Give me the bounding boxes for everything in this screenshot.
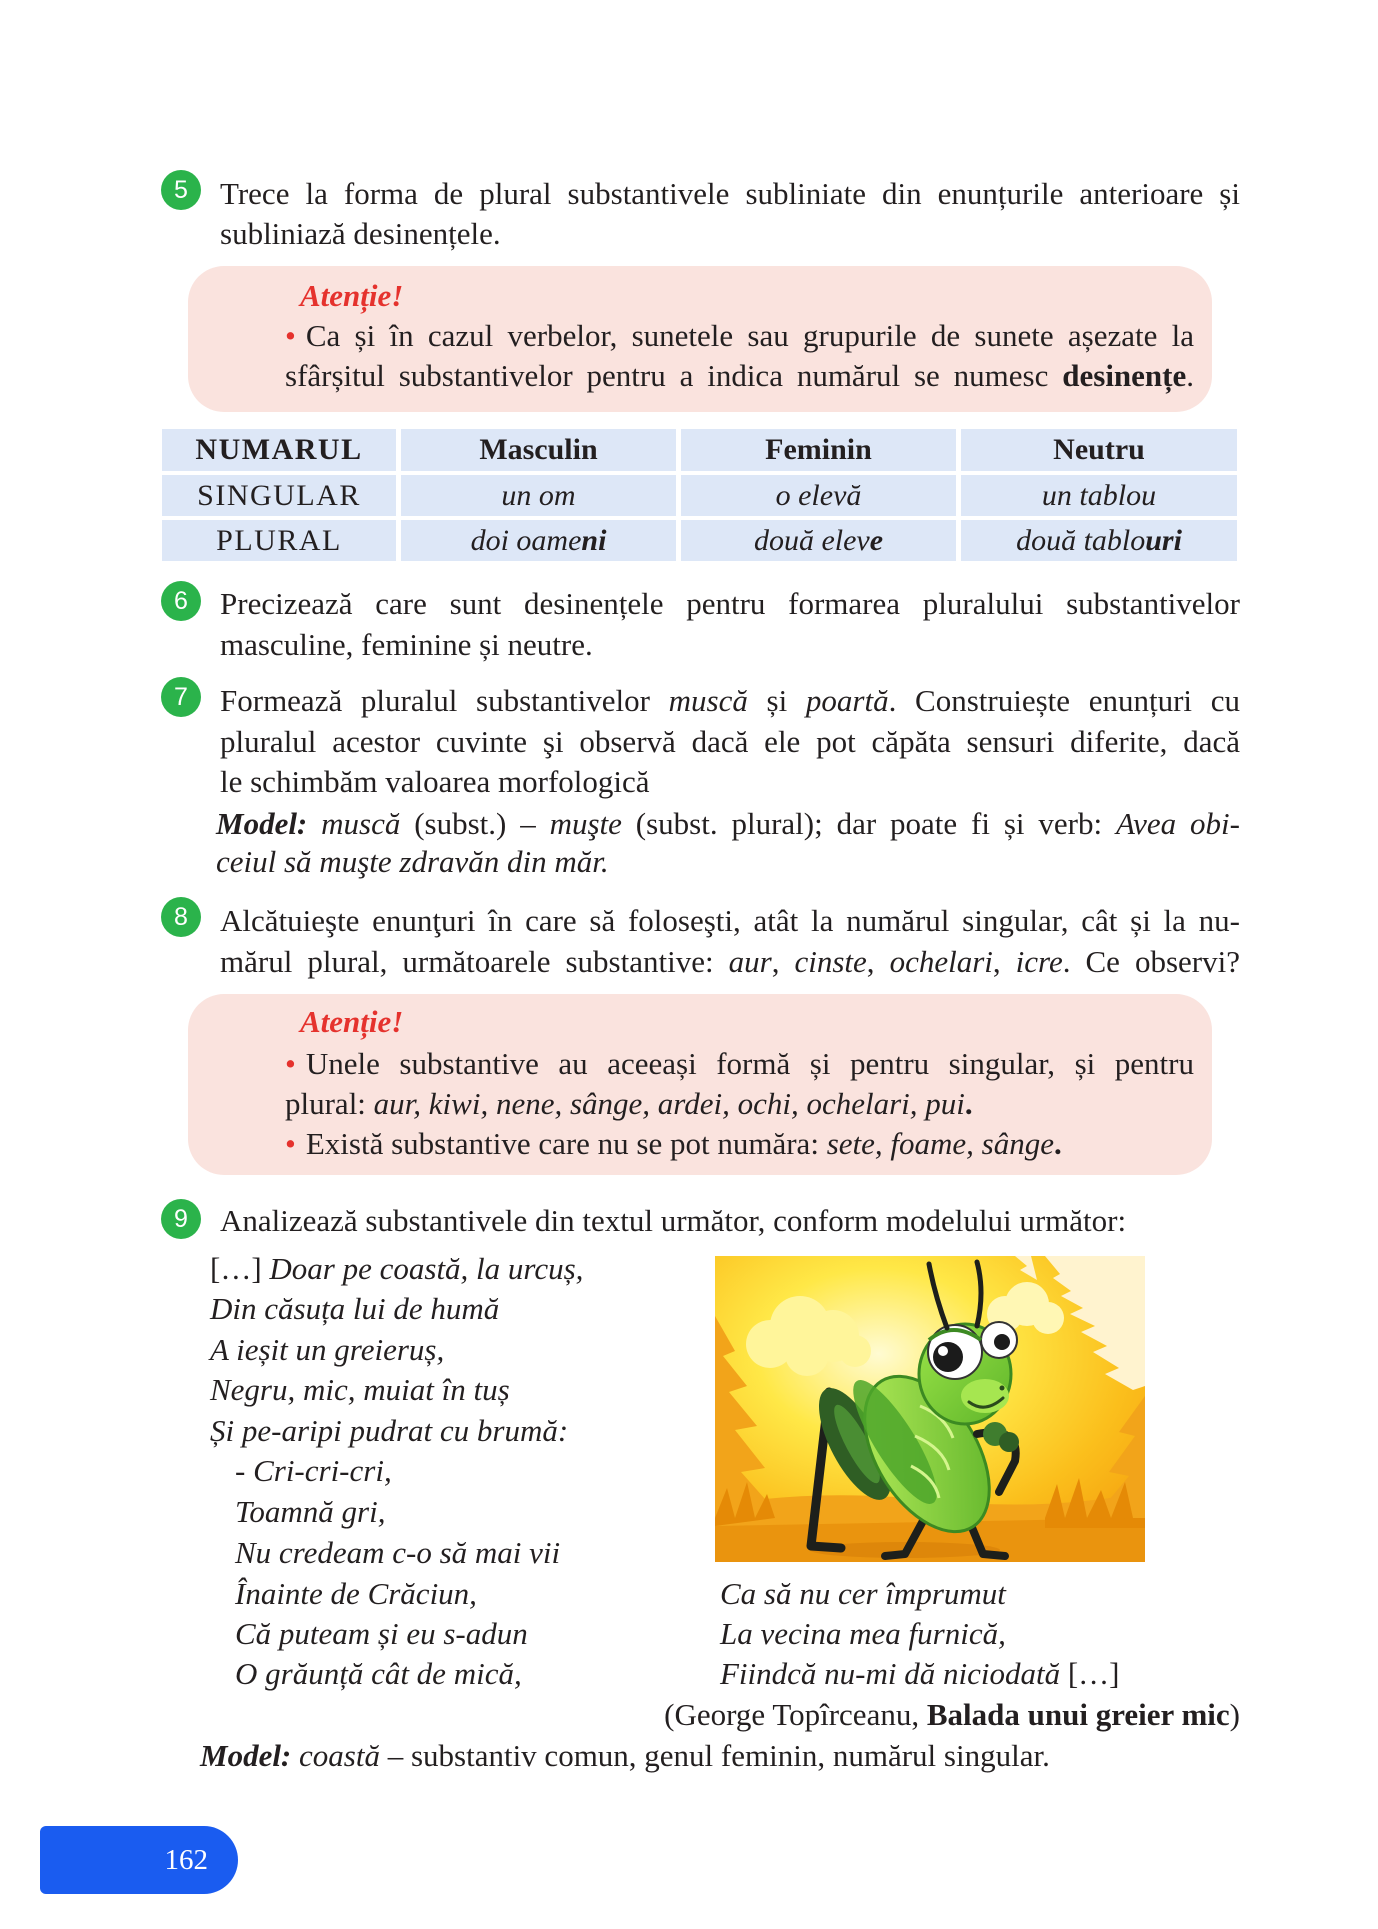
text-segment: ,: [771, 944, 795, 979]
table-row-label-singular: SINGULAR: [162, 475, 396, 516]
exercise-6-badge: 6: [161, 581, 201, 621]
number-table: [162, 429, 1237, 561]
exercise-9-badge: 9: [161, 1199, 201, 1239]
citation-title: Balada unui greier mic: [926, 1697, 1230, 1732]
note-1-line-2: [285, 356, 1194, 396]
exercise-7-model-line-2: ceiul să muşte zdravăn din măr.: [216, 844, 609, 879]
note-2-examples: aur, kiwi, nene, sânge, ardei, ochi, ochelari, pui: [373, 1086, 965, 1121]
text-segment: și: [747, 683, 806, 718]
text-segment: Avea obi-: [1115, 806, 1240, 841]
exercise-9-line-1: Analizează substantivele din textul următor, conform modelului următor:: [220, 1203, 1127, 1238]
note-1-text: Ca și în cazul verbelor, sunetele sau grupurile de sunete așezate la: [305, 318, 1194, 353]
table-row-label-plural: PLURAL: [162, 520, 396, 561]
word-ending: uri: [1145, 524, 1182, 557]
text-segment: icre: [1015, 944, 1063, 979]
note-1-line-1: [285, 316, 1194, 356]
note-2-text: plural:: [285, 1086, 374, 1121]
exercise-6-line-1: Precizează care sunt desinențele pentru formarea pluralului substantivelor: [220, 586, 1240, 621]
poem-line: Că puteam și eu s-adun: [235, 1616, 528, 1651]
table-header-masculine: Masculin: [401, 429, 676, 471]
exercise-8-line-2: [220, 942, 1240, 982]
attention-note-2: [188, 994, 1212, 1175]
bullet-icon: •: [285, 318, 296, 353]
text-segment: poartă: [805, 683, 889, 718]
poem-line: Și pe-aripi pudrat cu brumă:: [210, 1413, 569, 1448]
poem-line: [720, 1654, 1120, 1694]
poem-line: O grăunță cât de mică,: [235, 1656, 522, 1691]
exercise-8-badge: 8: [161, 897, 201, 937]
page-number: 162: [40, 1826, 238, 1894]
poem-text: Fiindcă nu-mi dă niciodată: [720, 1656, 1068, 1691]
exercise-5-line-1: Trece la forma de plural substantivele subliniate din enunțurile anterioare și: [220, 176, 1240, 211]
note-2-text: .: [964, 1086, 973, 1121]
text-segment: muscă: [668, 683, 748, 718]
poem-line: La vecina mea furnică,: [720, 1616, 1006, 1651]
table-header-number: NUMARUL: [162, 429, 396, 471]
poem-line: A ieșit un greieruș,: [210, 1332, 445, 1367]
note-1-term: desinențe: [1062, 358, 1187, 393]
text-segment: ,: [992, 944, 1016, 979]
attention-title: Atenție!: [300, 278, 404, 313]
poem-line: [210, 1249, 583, 1289]
text-segment: mărul plural, următoarele substantive:: [220, 944, 729, 979]
table-header-feminine: Feminin: [681, 429, 956, 471]
poem-line: Ca să nu cer împrumut: [720, 1576, 1006, 1611]
word-ending: e: [869, 524, 884, 557]
table-cell: un om: [401, 475, 676, 516]
ellipsis-bracket: […]: [1067, 1656, 1120, 1691]
model-word: coastă: [291, 1738, 380, 1773]
poem-line: - Cri-cri-cri,: [235, 1453, 392, 1488]
poem-line: Nu credeam c-o să mai vii: [235, 1535, 561, 1570]
text-segment: aur: [728, 944, 772, 979]
exercise-5-badge: 5: [161, 170, 201, 210]
text-segment: ochelari: [889, 944, 993, 979]
bullet-icon: •: [285, 1126, 296, 1161]
note-2-line-3: [285, 1124, 1062, 1164]
word-ending: ni: [581, 524, 607, 557]
table-cell: o elevă: [681, 475, 956, 516]
exercise-7-line-2: pluralul acestor cuvinte şi observă dacă ele pot căpăta sensuri diferite, dacă: [220, 724, 1240, 759]
note-2-examples: sete, foame, sânge: [826, 1126, 1054, 1161]
attention-title: Atenție!: [300, 1004, 404, 1039]
model-label: Model:: [200, 1738, 292, 1773]
poem-line: Din căsuța lui de humă: [210, 1291, 500, 1326]
exercise-6-line-2: masculine, feminine și neutre.: [220, 627, 593, 662]
model-text: – substantiv comun, genul feminin, numărul singular.: [379, 1738, 1050, 1773]
note-2-text: Există substantive care nu se pot număra:: [305, 1126, 827, 1161]
text-segment: (subst. plural); dar poate fi și verb:: [621, 806, 1116, 841]
table-cell: [961, 520, 1237, 561]
table-cell: [681, 520, 956, 561]
note-1-text: sfârșitul substantivelor pentru a indica numărul se numesc: [285, 358, 1063, 393]
exercise-8-line-1: Alcătuieşte enunţuri în care să foloseşti, atât la numărul singular, cât și la nu-: [220, 903, 1240, 938]
text-segment: . Construiește enunțuri cu: [888, 683, 1240, 718]
text-segment: muşte: [549, 806, 622, 841]
exercise-7-badge: 7: [161, 677, 201, 717]
ellipsis-bracket: […]: [210, 1251, 270, 1286]
bullet-icon: •: [285, 1046, 296, 1081]
note-1-text: .: [1186, 358, 1194, 393]
text-segment: cinste: [794, 944, 867, 979]
exercise-7-model-line-1: [216, 804, 1240, 844]
word-stem: două tablo: [1016, 524, 1146, 557]
poem-line: Înainte de Crăciun,: [235, 1576, 477, 1611]
poem-line: Toamnă gri,: [235, 1494, 386, 1529]
citation-author: (George Topîrceanu,: [664, 1697, 927, 1732]
word-stem: două elev: [753, 524, 870, 557]
model-label: Model:: [216, 806, 308, 841]
poem-line: Negru, mic, muiat în tuș: [210, 1372, 510, 1407]
note-2-line-2: [285, 1084, 973, 1124]
table-cell: un tablou: [961, 475, 1237, 516]
text-segment: ,: [866, 944, 890, 979]
analysis-model: [200, 1736, 1050, 1776]
citation-text: ): [1229, 1697, 1240, 1732]
poem-text: Doar pe coastă, la urcuș,: [269, 1251, 584, 1286]
text-segment: . Ce observi?: [1062, 944, 1240, 979]
word-stem: doi oame: [470, 524, 582, 557]
note-2-text: Unele substantive au aceeași formă și pentru singular, și pentru: [305, 1046, 1194, 1081]
table-cell: [401, 520, 676, 561]
text-segment: (subst.) –: [400, 806, 550, 841]
poem-citation: [600, 1695, 1240, 1735]
text-segment: muscă: [307, 806, 401, 841]
exercise-7-line-3: le schimbăm valoarea morfologică: [220, 764, 650, 799]
exercise-7-line-1: [220, 681, 1240, 721]
text-segment: Formează pluralul substantivelor: [220, 683, 669, 718]
attention-note-1: [188, 266, 1212, 412]
exercise-5-line-2: subliniază desinențele.: [220, 216, 501, 251]
table-header-neuter: Neutru: [961, 429, 1237, 471]
note-2-line-1: [285, 1044, 1194, 1084]
cricket-illustration: [715, 1256, 1145, 1562]
note-2-text: .: [1053, 1126, 1062, 1161]
